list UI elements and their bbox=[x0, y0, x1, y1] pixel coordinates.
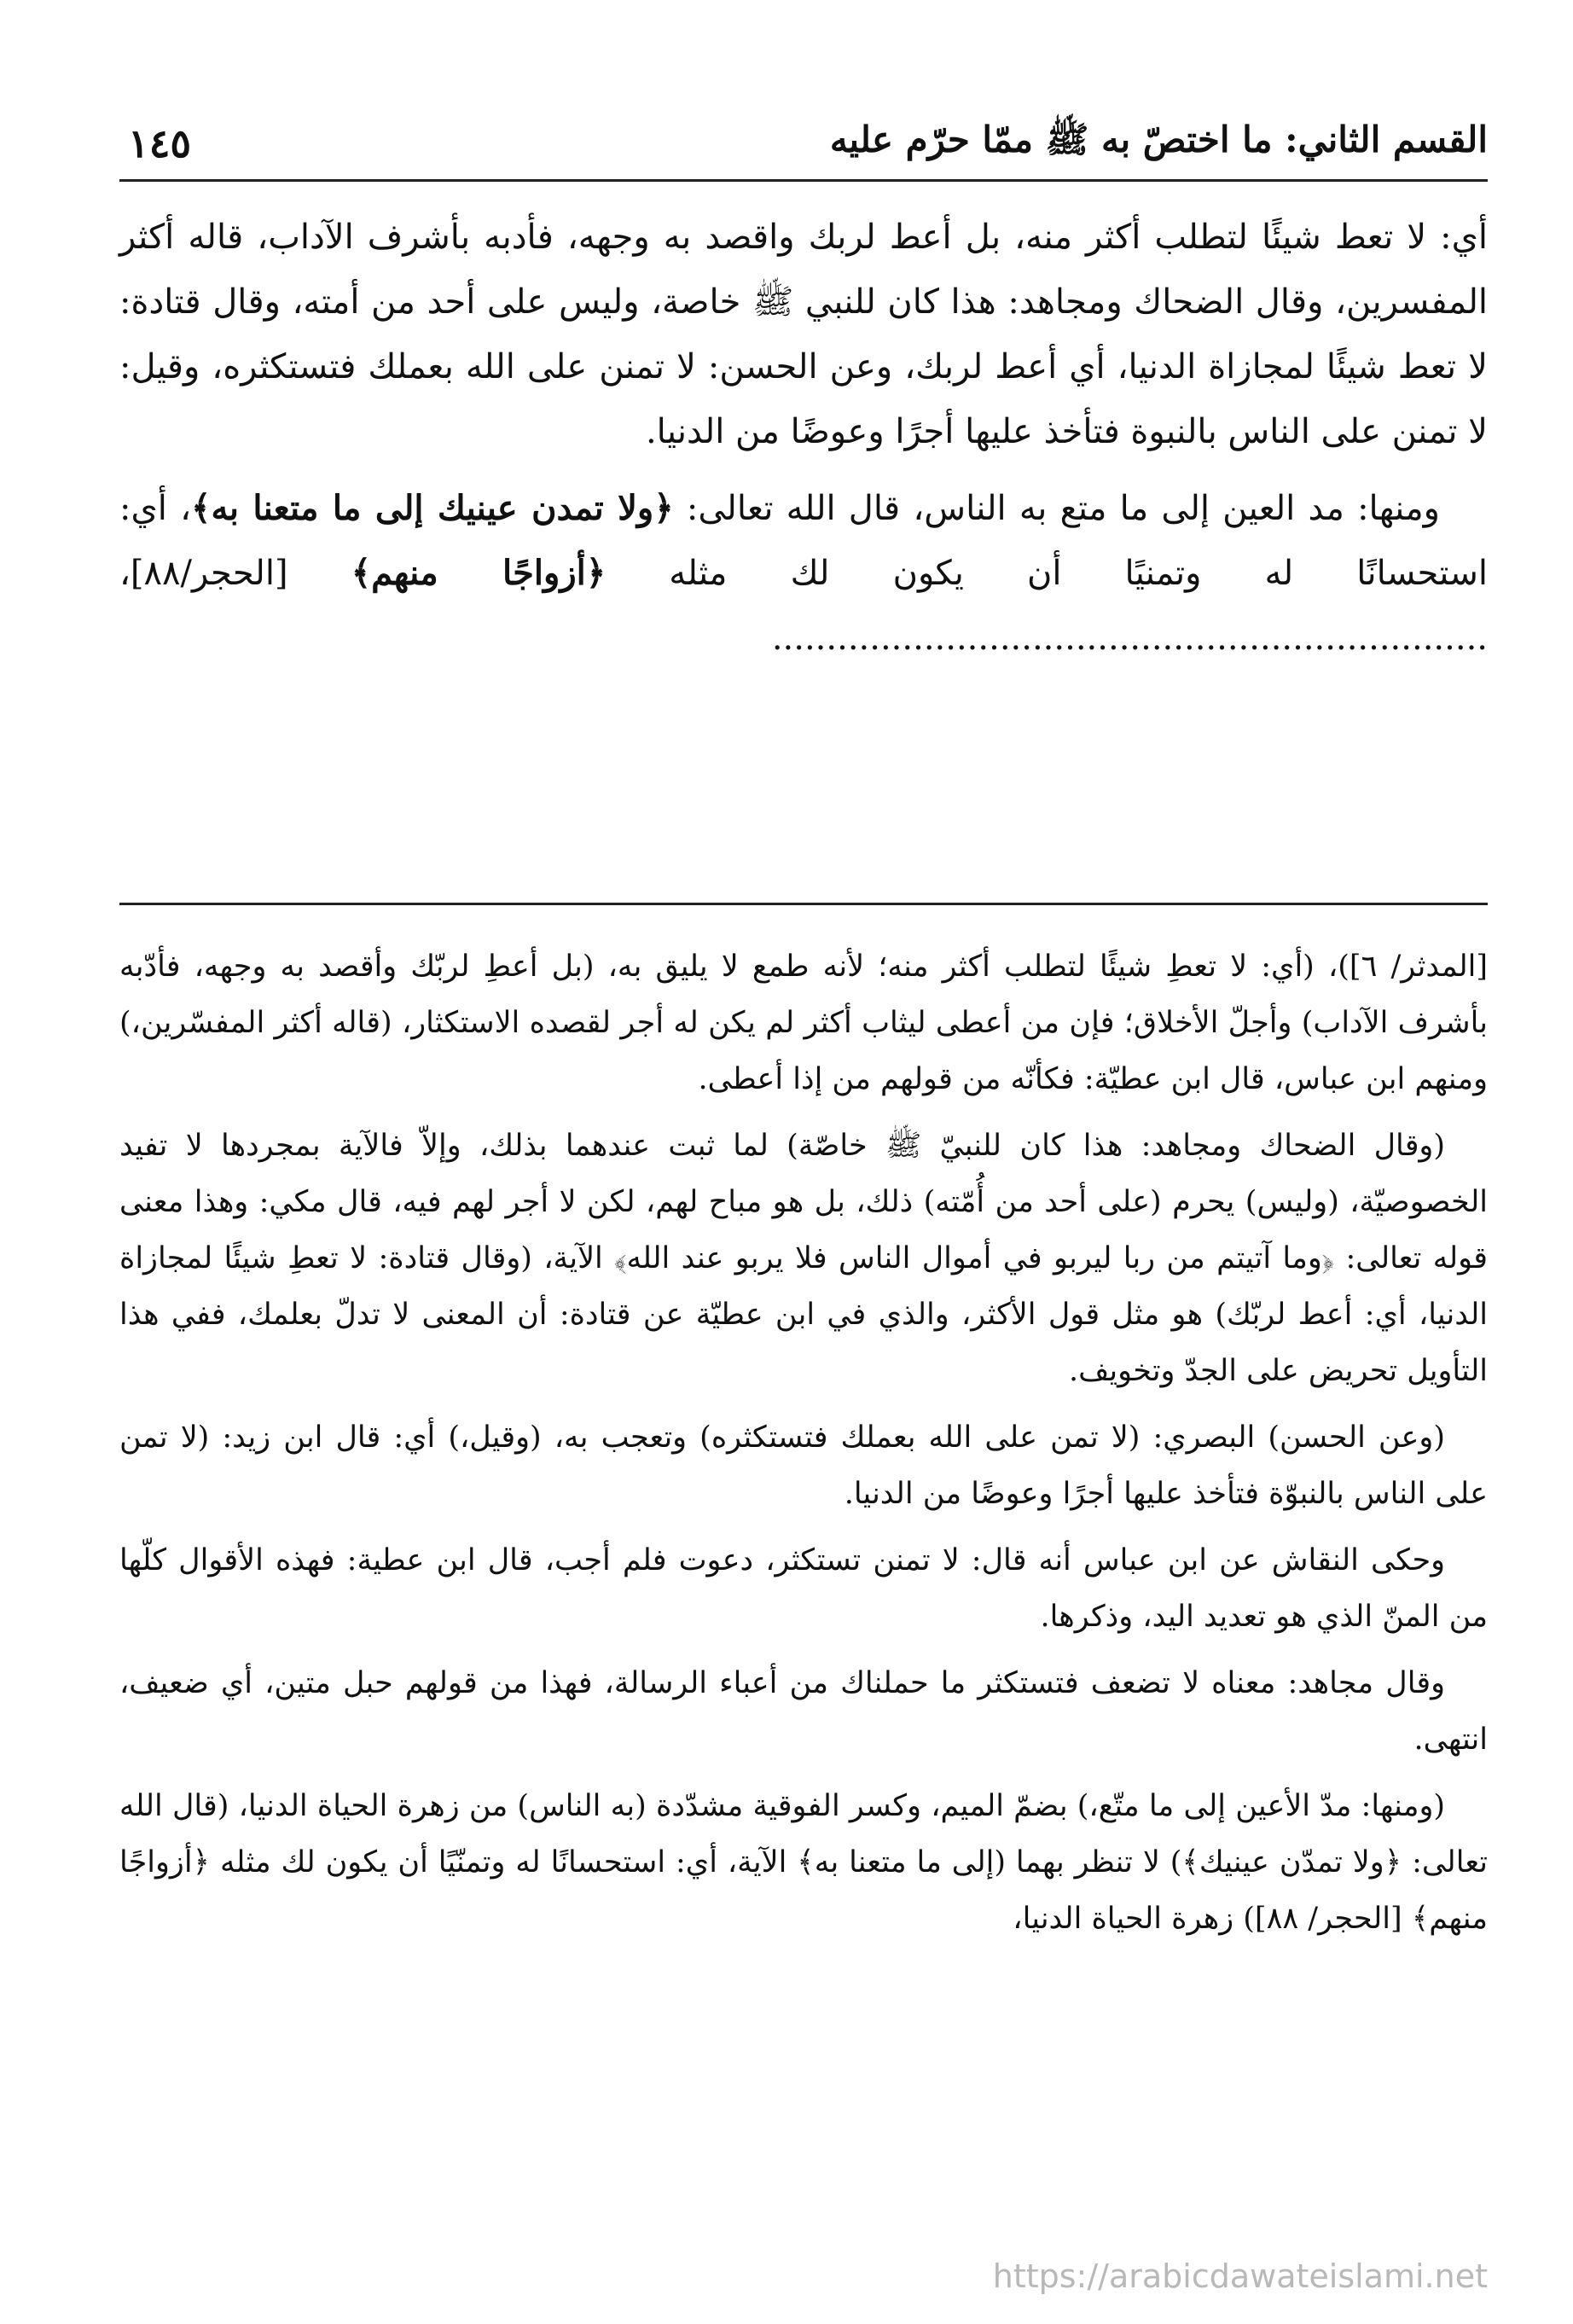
commentary-paragraph-6: (ومنها: مدّ الأعين إلى ما متّع،) بضمّ الميم، وكسر الفوقية مشدّدة (به الناس) من زهرة الحياة الدنيا، (قال الله تعالى: ﴿ولا تمدّن عينيك﴾) لا تنظر بهما (إلى ما متعنا به﴾ الآية، أي: استحسانًا له وتمنّيًا أن يكون لك مثله ﴿أزواجًا منهم﴾ [الحجر/ ٨٨]) زهرة الحياة الدنيا، bbox=[119, 1789, 1488, 1936]
main-paragraph-2-part-b: ، أي: استحسانًا له وتمنيًا أن يكون لك مثله bbox=[119, 489, 1488, 593]
running-title: القسم الثاني: ما اختصّ به ﷺ ممّا حرّم عليه bbox=[829, 118, 1488, 160]
header-rule bbox=[119, 179, 1488, 182]
commentary-paragraph-4: وحكى النقاش عن ابن عباس أنه قال: لا تمنن تستكثر، دعوت فلم أجب، قال ابن عطية: فهذه الأقوال كلّها من المنّ الذي هو تعديد اليد، وذكرها. bbox=[119, 1543, 1488, 1634]
watermark-url: https://arabicdawateislami.net bbox=[992, 2257, 1488, 2295]
commentary-separator bbox=[119, 903, 1488, 905]
quran-verse-1: ﴿ولا تمدن عينيك إلى ما متعنا به﴾ bbox=[191, 488, 674, 528]
main-paragraph-2-part-c: [الحجر/٨٨]، .................................................................. bbox=[119, 554, 1488, 658]
quran-verse-2: ﴿أزواجًا منهم﴾ bbox=[351, 553, 607, 593]
commentary-paragraph-3: (وعن الحسن) البصري: (لا تمن على الله بعملك فتستكثره) وتعجب به، (وقيل،) أي: قال ابن زيد: (لا تمن على الناس بالنبوّة فتأخذ عليها أجرًا وعوضًا من الدنيا. bbox=[119, 1421, 1488, 1511]
commentary-text bbox=[119, 938, 1488, 1957]
main-paragraph-1: أي: لا تعط شيئًا لتطلب أكثر منه، بل أعط لربك واقصد به وجهه، فأدبه بأشرف الآداب، قاله أكثر المفسرين، وقال الضحاك ومجاهد: هذا كان للنبي ﷺ خاصة، وليس على أحد من أمته، وقال قتادة: لا تعط شيئًا لمجازاة الدنيا، أي أعط لربك، وعن الحسن: لا تمنن على الله بعملك فتستكثره، وقيل: لا تمنن على الناس بالنبوة فتأخذ عليها أجرًا وعوضًا من الدنيا. bbox=[119, 218, 1488, 451]
main-paragraph-2-part-a: ومنها: مد العين إلى ما متع به الناس، قال الله تعالى: bbox=[673, 489, 1440, 528]
main-paragraph-2 bbox=[119, 476, 1488, 671]
commentary-paragraph-5: وقال مجاهد: معناه لا تضعف فتستكثر ما حملناك من أعباء الرسالة، فهذا من قولهم حبل متين، أي ضعيف، انتهى. bbox=[119, 1666, 1488, 1757]
page-number: ١٤٥ bbox=[128, 120, 192, 166]
page-header bbox=[119, 109, 1488, 177]
commentary-paragraph-2: (وقال الضحاك ومجاهد: هذا كان للنبيّ ﷺ خاصّة) لما ثبت عندهما بذلك، وإلاّ فالآية بمجردها لا تفيد الخصوصيّة، (وليس) يحرم (على أحد من أُمّته) ذلك، بل هو مباح لهم، لكن لا أجر لهم فيه، قال مكي: وهذا معنى قوله تعالى: ﴿وما آتيتم من ربا ليربو في أموال الناس فلا يربو عند الله﴾ الآية، (وقال قتادة: لا تعطِ شيئًا لمجازاة الدنيا، أي: أعط لربّك) هو مثل قول الأكثر، والذي في ابن عطيّة عن قتادة: أن المعنى لا تدلّ بعلمك، ففي هذا التأويل تحريض على الجدّ وتخويف. bbox=[119, 1129, 1488, 1388]
commentary-paragraph-1: [المدثر/ ٦])، (أي: لا تعطِ شيئًا لتطلب أكثر منه؛ لأنه طمع لا يليق به، (بل أعطِ لربّك وأقصد به وجهه، فأدّبه بأشرف الآداب) وأجلّ الأخلاق؛ فإن من أعطى ليثاب أكثر لم يكن له أجر لقصده الاستكثار، (قاله أكثر المفسّرين،) ومنهم ابن عباس، قال ابن عطيّة: فكأنّه من قولهم من إذا أعطى. bbox=[119, 950, 1489, 1096]
main-text bbox=[119, 205, 1488, 683]
